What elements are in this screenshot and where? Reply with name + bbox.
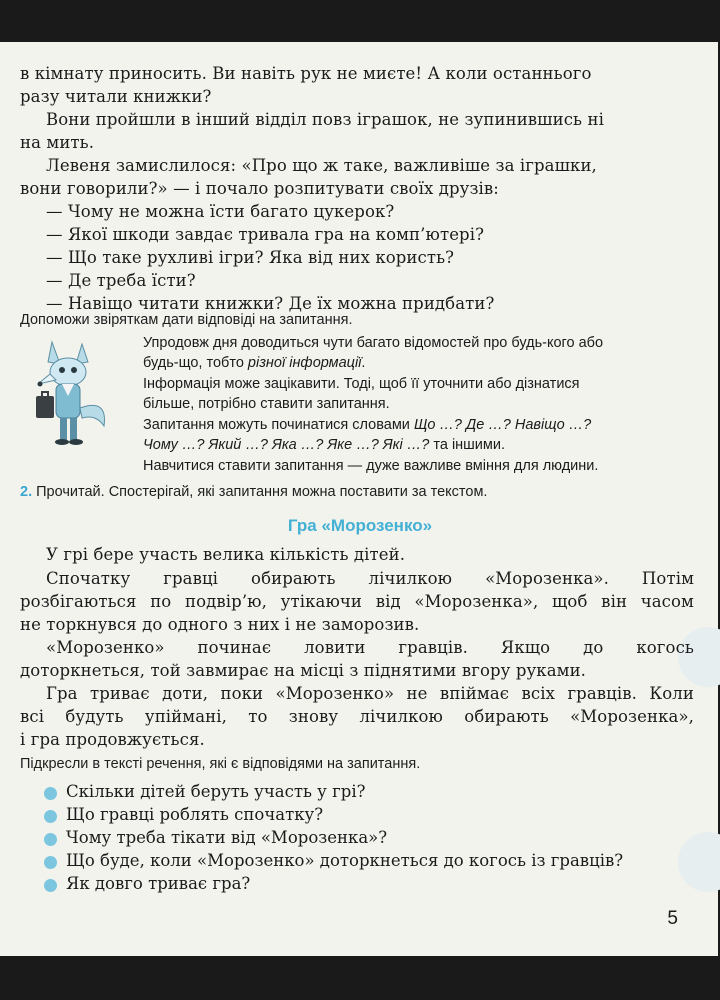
- info-line: Навчитися ставити запитання — дуже важливе вміння для людини.: [143, 458, 599, 474]
- info-line: Упродовж дня доводиться чути багато відомостей про будь-кого або: [143, 335, 604, 351]
- show-through-circle: [678, 832, 720, 892]
- game-line: Спочатку гравці обирають лічилкою «Морозенка». Потім: [46, 569, 694, 588]
- task-number: 2.: [20, 484, 33, 500]
- info-italic: різної інформації: [247, 355, 362, 371]
- dialog-line: — Чому не можна їсти багато цукерок?: [46, 202, 395, 221]
- question-item: Скільки дітей беруть участь у грі?: [66, 782, 366, 801]
- info-line: більше, потрібно ставити запитання.: [143, 396, 390, 412]
- info-text: будь-що, тобто: [143, 355, 248, 371]
- info-line: Інформація може зацікавити. Тоді, щоб її уточнити або дізнатися: [143, 376, 580, 392]
- story-line: Вони пройшли в інший відділ повз іграшок, не зупинившись ні: [46, 110, 604, 129]
- story-line: в кімнату приносить. Ви навіть рук не миєте! А коли останнього: [20, 64, 592, 83]
- story-line: на мить.: [20, 133, 95, 152]
- story-line: разу читали книжки?: [20, 87, 212, 106]
- info-text: та іншими.: [429, 437, 506, 453]
- story-line: вони говорили?» — і почало розпитувати своїх друзів:: [20, 179, 499, 198]
- story-line: Левеня замислилося: «Про що ж таке, важливіше за іграшки,: [46, 156, 597, 175]
- game-line: доторкнеться, той завмирає на місці з піднятими вгору руками.: [20, 661, 587, 680]
- task-text: Прочитай. Спостерігай, які запитання можна поставити за текстом.: [36, 484, 488, 500]
- info-text: .: [361, 355, 366, 371]
- dialog-line: — Якої шкоди завдає тривала гра на комп’ютері?: [46, 225, 485, 244]
- info-text: Запитання можуть починатися словами: [143, 417, 414, 433]
- question-item: Чому треба тікати від «Морозенка»?: [66, 828, 388, 847]
- info-italic: Що …? Де …? Навіщо …?: [413, 417, 592, 433]
- game-line: Гра триває доти, поки «Морозенко» не впіймає всіх гравців. Коли: [46, 684, 694, 703]
- bullet-dot: [44, 810, 57, 823]
- textbook-page: [0, 42, 718, 956]
- game-line: не торкнувся до одного з них і не заморозив.: [20, 615, 420, 634]
- instruction: Підкресли в тексті речення, які є відповідями на запитання.: [20, 756, 421, 772]
- game-line: «Морозенко» починає ловити гравців. Якщо до когось: [46, 638, 694, 657]
- question-item: Що буде, коли «Морозенко» доторкнеться до когось із гравців?: [66, 851, 624, 870]
- game-line: всі будуть упіймані, то знову лічилкою обирають «Морозенка»,: [20, 707, 694, 726]
- instruction: Допоможи звіряткам дати відповіді на запитання.: [20, 312, 353, 328]
- info-line: [143, 353, 673, 374]
- dialog-line: — Навіщо читати книжки? Де їх можна придбати?: [46, 294, 495, 313]
- bullet-dot: [44, 856, 57, 869]
- question-item: Як довго триває гра?: [66, 874, 251, 893]
- game-line: розбігаються по подвір’ю, утікаючи від «Морозенка», щоб він часом: [20, 592, 694, 611]
- info-line: [143, 435, 673, 456]
- info-line: [143, 415, 673, 436]
- page-number: 5: [667, 908, 678, 929]
- game-title: Гра «Морозенко»: [287, 516, 433, 535]
- game-line: і гра продовжується.: [20, 730, 205, 749]
- question-item: Що гравці роблять спочатку?: [66, 805, 324, 824]
- bullet-dot: [44, 879, 57, 892]
- info-italic: Чому …? Який …? Яка …? Яке …? Які …?: [143, 437, 430, 453]
- task-2-instruction: [20, 482, 487, 502]
- game-paragraph: У грі бере участь велика кількість дітей.: [46, 545, 406, 564]
- fox-mascot-illustration: [30, 338, 120, 450]
- bullet-dot: [44, 787, 57, 800]
- dialog-line: — Де треба їсти?: [46, 271, 196, 290]
- bullet-dot: [44, 833, 57, 846]
- dialog-line: — Що таке рухливі ігри? Яка від них користь?: [46, 248, 455, 267]
